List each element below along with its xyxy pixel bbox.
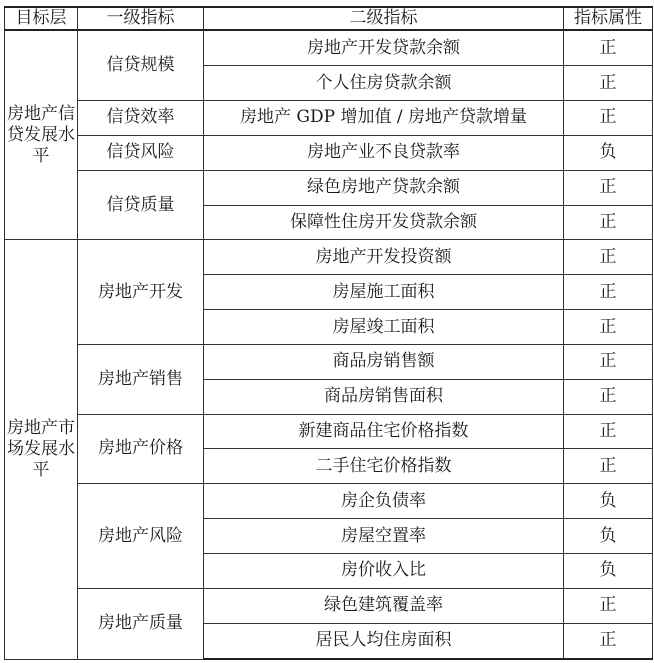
secondary-cell: 新建商品住宅价格指数 [204,414,564,449]
attribute-cell: 负 [564,135,653,170]
table-row [5,484,653,519]
secondary-cell: 房企负债率 [204,484,564,519]
table-row [5,344,653,379]
attribute-cell: 正 [564,379,653,414]
header-row [5,7,653,30]
primary-cell: 信贷风险 [78,135,204,170]
attribute-cell: 负 [564,484,653,519]
attribute-cell: 正 [564,100,653,135]
secondary-cell: 房屋空置率 [204,519,564,554]
primary-cell: 房地产价格 [78,414,204,484]
indicator-table [4,6,653,660]
attribute-cell: 正 [564,240,653,275]
table-row [5,100,653,135]
attribute-cell: 负 [564,554,653,589]
primary-cell: 房地产风险 [78,484,204,589]
secondary-cell: 房价收入比 [204,554,564,589]
secondary-cell: 房屋施工面积 [204,275,564,310]
secondary-cell: 居民人均住房面积 [204,623,564,659]
attribute-cell: 正 [564,414,653,449]
header-goal-layer: 目标层 [5,7,78,30]
secondary-cell: 房地产业不良贷款率 [204,135,564,170]
secondary-cell: 绿色建筑覆盖率 [204,588,564,623]
primary-cell: 信贷质量 [78,170,204,240]
attribute-cell: 正 [564,449,653,484]
header-primary-indicator: 一级指标 [78,7,204,30]
attribute-cell: 正 [564,205,653,240]
table-header [5,7,653,30]
table-row [5,135,653,170]
primary-cell: 房地产开发 [78,240,204,345]
secondary-cell: 商品房销售面积 [204,379,564,414]
attribute-cell: 正 [564,275,653,310]
secondary-cell: 房地产开发贷款余额 [204,30,564,66]
table-row [5,240,653,275]
goal-cell: 房地产市场发展水平 [5,240,78,659]
market-group [5,240,653,659]
secondary-cell: 房地产 GDP 增加值 / 房地产贷款增量 [204,100,564,135]
attribute-cell: 正 [564,30,653,66]
attribute-cell: 正 [564,623,653,659]
table-row [5,170,653,205]
secondary-cell: 商品房销售额 [204,344,564,379]
attribute-cell: 负 [564,519,653,554]
attribute-cell: 正 [564,66,653,101]
secondary-cell: 保障性住房开发贷款余额 [204,205,564,240]
header-secondary-indicator: 二级指标 [204,7,564,30]
table-row [5,414,653,449]
secondary-cell: 个人住房贷款余额 [204,66,564,101]
secondary-cell: 房地产开发投资额 [204,240,564,275]
primary-cell: 房地产销售 [78,344,204,414]
goal-cell: 房地产信贷发展水平 [5,30,78,240]
primary-cell: 信贷规模 [78,30,204,100]
table-row [5,588,653,623]
table-row [5,30,653,66]
secondary-cell: 绿色房地产贷款余额 [204,170,564,205]
secondary-cell: 房屋竣工面积 [204,310,564,345]
primary-cell: 房地产质量 [78,588,204,659]
credit-group [5,30,653,240]
secondary-cell: 二手住宅价格指数 [204,449,564,484]
attribute-cell: 正 [564,170,653,205]
header-attribute: 指标属性 [564,7,653,30]
attribute-cell: 正 [564,588,653,623]
attribute-cell: 正 [564,344,653,379]
primary-cell: 信贷效率 [78,100,204,135]
attribute-cell: 正 [564,310,653,345]
